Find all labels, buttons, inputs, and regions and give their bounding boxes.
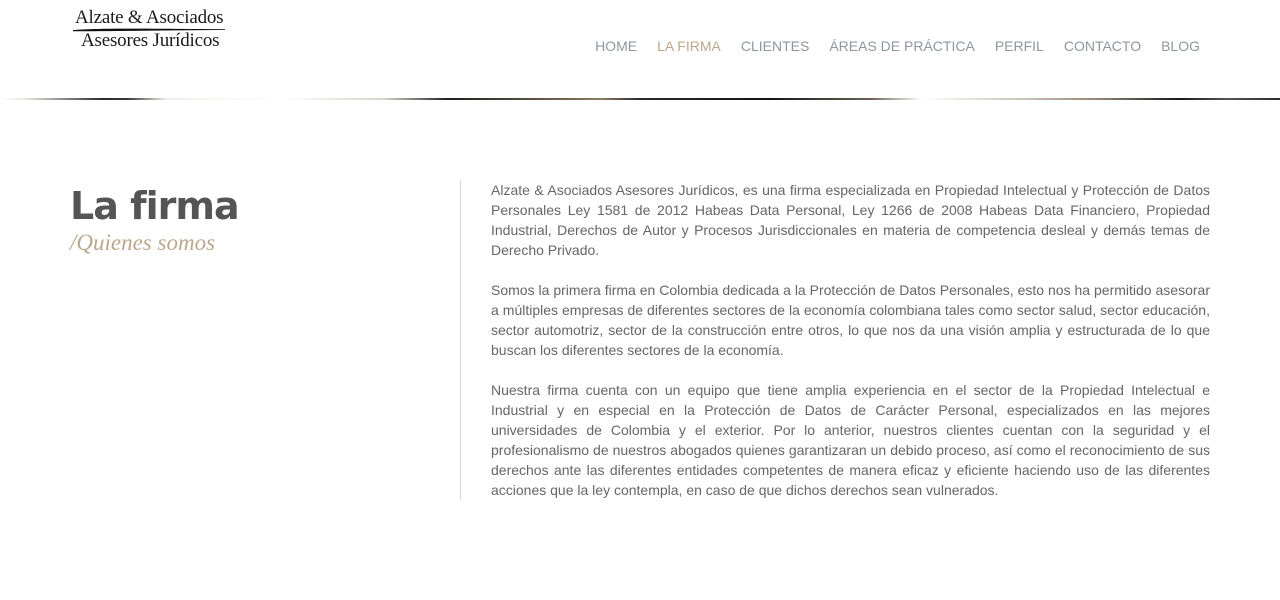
page-subtitle: /Quienes somos [70,230,216,255]
nav-la-firma[interactable]: LA FIRMA [657,38,721,54]
nav-home[interactable]: HOME [595,38,638,54]
nav-perfil[interactable]: PERFIL [994,38,1044,54]
paragraph-3: Nuestra firma cuenta con un equipo que tiene amplia experiencia en el sector de la Propiedad Intelectual e Industrial y en especial en la Protección de Datos de Carácter Personal, especializados en las mejores universidades de Colombia y el exterior. Por lo anterior, nuestros clientes cuentan con la seguridad y el profesionalismo de nuestros abogados quienes garantizaran un debido proceso, así como el reconocimiento de sus derechos ante las diferentes entidades competentes de manera eficaz y eficiente haciendo uso de las diferentes acciones que la ley contempla, en caso de que dichos derechos sean vulnerados. [491,382,1210,498]
nav-blog[interactable]: BLOG [1161,38,1200,54]
section-content [491,180,1210,520]
page-title: La firma [70,184,239,228]
logo[interactable] [73,7,233,57]
section-heading [70,184,239,256]
nav-clientes[interactable]: CLIENTES [740,38,810,54]
vertical-divider [460,180,461,500]
nav-contacto[interactable]: CONTACTO [1063,38,1142,54]
main-nav [595,38,1200,54]
paragraph-1: Alzate & Asociados Asesores Jurídicos, es una firma especializada en Propiedad Intelectual y Protección de Datos Personales Ley 1581 de 2012 Habeas Data Personal, Ley 1266 de 2008 Habeas Data Financiero, Propiedad Industrial, Derechos de Autor y Procesos Jurisdiccionales en materia de competencia desleal y demás temas de Derecho Privado. [491,182,1210,258]
nav-areas-de-practica[interactable]: ÁREAS DE PRÁCTICA [829,38,975,54]
site-header [0,0,1280,99]
banner-image-strip [0,98,1280,100]
logo-line1: Alzate & Asociados [75,7,224,28]
paragraph-2: Somos la primera firma en Colombia dedicada a la Protección de Datos Personales, esto nos ha permitido asesorar a múltiples empresas de diferentes sectores de la economía colombiana tales como sector salud, sector educación, sector automotriz, sector de la construcción entre otros, lo que nos da una visión amplia y estructurada de lo que buscan los diferentes sectores de la economía. [491,282,1210,358]
logo-line2: Asesores Jurídicos [81,30,220,51]
